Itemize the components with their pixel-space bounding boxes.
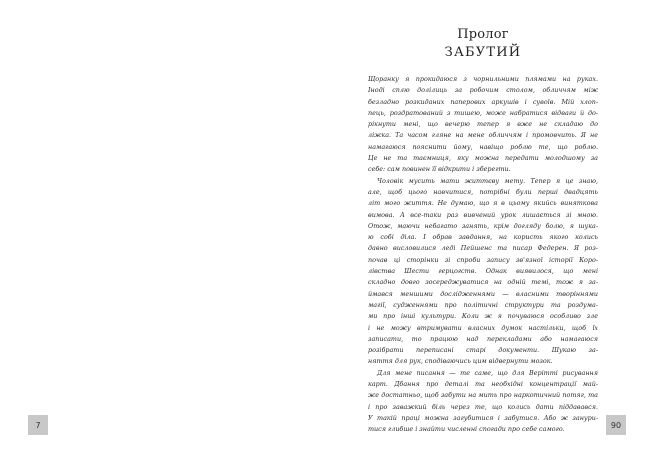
text-line: безладно розкиданих паперових аркушів і сувоїв. Мій хлоп- xyxy=(368,97,598,106)
text-line: Іноді сплю долілиць за робочим столом, обличчям між xyxy=(368,86,598,95)
page-number-right: 90 xyxy=(606,415,626,435)
text-line: У такій праці можна загубитися і забутися. Або ж занури- xyxy=(368,413,598,422)
text-line: ми про інші культури. Коли ж я почуваюся особливо зле xyxy=(368,312,598,321)
text-line: карт. Дбання про деталі та необхідні концентрації май- xyxy=(368,380,598,389)
text-line: але, щоб цього навчитися, потрібні були перші двадцять xyxy=(368,187,598,196)
text-line: і не можу втримувати власних думок настільки, щоб їх xyxy=(368,323,598,332)
text-line: складно довго зосереджуватися на одній темі, тож я за- xyxy=(368,278,598,287)
text-line: же достатньо, щоб забути на мить про наркотичний потяг, та xyxy=(368,391,598,400)
text-line: ліжка. Та часом гляне на мене обличчям і промовчить. Я не xyxy=(368,131,598,140)
text-line: літ мого життя. Не думаю, що я в цьому якийсь виняткова xyxy=(368,199,598,208)
text-line: себе: сам повинен її відкрити і зберегти. xyxy=(368,165,511,174)
chapter-label: Пролог xyxy=(457,27,509,42)
text-line: Щоранку я прокидаюся з чорнильними плямами на руках. xyxy=(368,75,598,83)
text-line: ймався меншими дослідженнями — власними творіннями xyxy=(368,289,598,298)
text-line: і про заважкий біль через те, що колись дати піддавався. xyxy=(368,402,598,411)
text-line: давно висловилися леді Пейшенс та писар Федерен. Я роз- xyxy=(368,244,598,253)
text-line: розібрати переписані старі документи. Шукаю за- xyxy=(368,346,598,355)
text-line: почав ці сторінки зі спроби запису зв'язної історії Коро- xyxy=(368,255,598,264)
text-line: Для мене писання — те саме, що для Верітті рисування xyxy=(377,368,598,377)
text-line: намагаюся пояснити йому, навіщо роблю те, що роблю. xyxy=(368,142,598,151)
page-number-left: 7 xyxy=(28,415,48,435)
text-line: тися глибше і знайти численні спогади про себе самого. xyxy=(368,425,565,434)
text-line: няття для рук, сподіваючись цим відвернути мозок. xyxy=(368,357,553,366)
text-line: магії, судженнями про політичні структури та роздума- xyxy=(368,300,598,309)
text-line: вимова. А все-таки раз вивчений урок лишається зі мною. xyxy=(368,210,598,219)
body-text xyxy=(368,74,598,436)
text-line: Це не та таємниця, яку можна передати молодшому за xyxy=(368,154,598,163)
text-line: записати, то працюю над перекладами або намагаюся xyxy=(368,334,598,343)
chapter-title: ЗАБУТИЙ xyxy=(444,45,522,60)
text-line: лівства Шести герцогств. Однак виявилося, що мені xyxy=(368,267,598,276)
text-line: Отож, маючи небагато занять, крім догляду болю, я шука- xyxy=(368,221,598,230)
text-line: ю собі діла. І обрав завдання, на користь якого колись xyxy=(368,233,598,242)
text-line: Чоловік мусить мати життєву мету. Тепер я це знаю, xyxy=(377,176,598,185)
text-line: рікнути мені, що вечерю тепер я вже не складаю до xyxy=(368,120,598,129)
text-line: пець, роздратований з тишею, може набратися відваги й до- xyxy=(368,108,598,117)
